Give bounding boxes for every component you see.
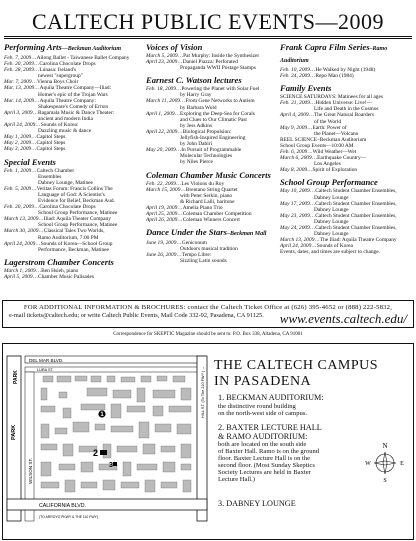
event-line: March 13, 2009…Iliad: Aquila Theater Company [4, 216, 111, 223]
section-col1-2 [4, 257, 140, 280]
event-text: Caltech Student Chamber Ensembles, [315, 200, 397, 207]
event-date: Feb. 21, 2009 [280, 100, 310, 107]
california-street [7, 499, 207, 510]
section-heading-text: Performing Arts [4, 42, 62, 52]
event-date: Feb. 5, 2009 [4, 185, 32, 192]
event-text: Propaganda WWII Postage Stamps [180, 65, 256, 72]
event-text: Vienna Boys Choir [36, 79, 79, 86]
event-text: & Richard Lalli, baritone [180, 198, 235, 205]
event-date: March 13, 2009 [280, 237, 315, 244]
event-text: Homer's epic of the Trojan Wars [38, 91, 108, 98]
event-text: and Clues to Our Climatic Past [180, 116, 247, 123]
event-date: May 24, 2009 [280, 224, 310, 231]
event-date: March 11, 2009 [146, 98, 180, 105]
event-text: Ailong Ballet - Taiwanese Ballet Company [36, 55, 130, 61]
event-text: Sounds of Korea [316, 243, 353, 250]
event-date: March 13, 2009 [4, 216, 39, 223]
event-text: Geniconum [181, 240, 207, 247]
event-text: Capitol Steps [36, 134, 66, 141]
event-text: by Jess Adkins [180, 122, 213, 129]
wilson-label: WILSON ST. [28, 457, 33, 484]
section-col2-2 [146, 170, 278, 224]
event-line: Feb. 20, 2009…Carolina Chocolate Drops [4, 61, 96, 68]
event-date: Feb. 22, 2009 [146, 180, 176, 187]
event-text: Earth: Power of [312, 124, 347, 131]
location-2-desc-3: floor. Baxter Lecture Hall is on the [218, 455, 311, 462]
event-line: March 5, 2009…Pat Murphy: Inside the Synthesizer [146, 53, 260, 59]
info-box [2, 300, 414, 328]
event-date: April 5, 2009 [4, 273, 33, 280]
event-text: Powering the Planet with Solar Fuel [181, 86, 260, 93]
event-text: Outdoors musical tradition [180, 246, 238, 253]
event-text: newest "supergroup" [38, 73, 83, 80]
event-text: with Peter Serkin, piano [180, 192, 233, 199]
section-col2-3 [146, 227, 278, 264]
event-line [280, 249, 414, 255]
event-date: May 23, 2009 [280, 212, 310, 219]
event-date: May 2, 2009 [4, 140, 32, 147]
event-date: April 19, 2009 [146, 204, 178, 211]
event-text: Caltech Student Chamber Ensembles, [315, 212, 397, 219]
event-date: March 15, 2009 [146, 186, 181, 193]
section-heading-text: Voices of Vision [146, 42, 203, 52]
event-line: May 2, 2009…Capitol Steps [4, 140, 66, 147]
park-label-top: PARK [13, 370, 19, 384]
event-line: Feb. 18, 2009…Powering the Planet with Solar Fuel [146, 86, 260, 93]
event-text: Aquila Theatre Company—Iliad: [39, 85, 112, 92]
info-line-2: e-mail tickets@caltech.edu; or write Caltech Public Events, Mail Code 332-92, Pasadena, CA 91125. [9, 312, 264, 319]
section-heading-sub: –Ramo Auditorium [280, 46, 388, 64]
campus-title [214, 358, 414, 390]
event-text: Capitol Steps [36, 146, 66, 153]
baxter-hall-marker [100, 450, 107, 455]
event-date: May 10, 2009 [280, 188, 310, 195]
event-text: Ben Hsieh, piano [41, 267, 79, 274]
event-text: Spirit of Exploration [312, 167, 358, 174]
event-text: Coleman Chamber Competition [182, 210, 252, 217]
event-text: Dabney Lounge [314, 194, 349, 201]
marker-1-label: 1 [100, 412, 104, 419]
section-heading [146, 75, 278, 85]
location-2-desc-2: of Baxter Hall. Ramo is on the ground [218, 448, 320, 455]
event-date: Mar. 7, 2009 [4, 79, 32, 86]
hill-label: HILL ST. (To The 210 FWY.) → [201, 366, 205, 418]
campus-map [3, 344, 211, 539]
event-line: Feb. 22, 2009…Les Violons du Roy [146, 180, 225, 187]
event-line: May 17, 2009…Caltech Student Chamber Ensembles, [280, 200, 397, 207]
event-date: Feb. 20, 2009 [4, 204, 34, 211]
del-mar-label: DEL MAR BLVD. [29, 357, 64, 363]
event-line [146, 159, 278, 165]
event-line: Feb. 20, 2009…Carolina Chocolate Drops [4, 204, 96, 211]
section-heading [4, 42, 140, 54]
event-text: Sizzling Latin sounds [180, 258, 227, 265]
event-line: April 1, 2009…Exploring the Deep-Sea for Corals [146, 110, 255, 117]
section-heading [146, 42, 278, 52]
event-text: He Walked by Night (1948) [315, 67, 376, 73]
event-text: Hidden Universe: Live!— [315, 100, 372, 107]
event-line: May 8, 2009…Spirit of Exploration [280, 167, 358, 174]
event-text: Events, dates, and times are subject to change. [280, 249, 380, 256]
event-text: by Niles Pierce [180, 159, 213, 166]
event-line: April 3, 2009…Ragamala Music & Dance Theater: [4, 109, 115, 116]
compass-s: S [383, 478, 387, 483]
event-text: the Planet—Volcano [314, 130, 359, 137]
section-col2-1 [146, 75, 278, 165]
compass-n: N [382, 442, 388, 450]
event-line: April 5, 2009…Chamber Music Palisades [4, 273, 94, 280]
event-line: April 24, 2009…Sounds of Korea [280, 243, 353, 250]
event-text: Daniel Piazza: Perforated [182, 59, 238, 66]
compass-icon [365, 439, 405, 483]
event-date: April 25, 2009 [146, 210, 178, 217]
event-date: Mar. 13, 2009 [4, 85, 35, 92]
event-line: April 24, 2009…Sounds of Korea—School Group [4, 240, 113, 247]
event-line: April 19, 2009…Amelia Piano Trio [146, 204, 223, 211]
event-text: Carolina Chocolate Drops [39, 61, 96, 68]
event-text: Performance, Beckman, Matinee [38, 246, 109, 253]
event-date: April 26, 2009 [146, 217, 178, 224]
section-heading-text: Dance Under the Stars [146, 227, 227, 238]
event-line: March 15, 2009…Brentano String Quartet [146, 186, 238, 193]
event-text: by Barbara Wold [180, 104, 217, 111]
event-line: Feb. 21, 2009…Hidden Universe: Live!— [280, 100, 372, 107]
location-3 [218, 500, 368, 509]
location-2 [218, 424, 368, 483]
event-date: May 9, 2009 [280, 124, 308, 131]
section-heading-text: Coleman Chamber Music Concerts [146, 169, 271, 180]
section-col1-0 [4, 42, 140, 153]
event-text: by Harry Gray [180, 92, 212, 99]
event-text: School Group Events—10:00 AM [280, 142, 354, 149]
section-col2-0 [146, 42, 278, 71]
compass-e: E [400, 461, 404, 467]
event-text: Shakespeare's Comedy of Errors [38, 103, 109, 110]
event-date: April 3, 2009 [4, 109, 33, 116]
event-text: Dabney Lounge, Matinee [38, 179, 93, 186]
lura-label: LURA ST. [37, 368, 54, 372]
event-date: Mar. 14, 2009 [4, 97, 35, 104]
event-line: Mar. 7, 2009…Vienna Boys Choir [4, 79, 79, 86]
event-text: Ramo Auditorium, 7:00 PM [38, 234, 99, 241]
event-text: Earthquake Country— [317, 155, 367, 162]
event-date: May 20, 2009 [146, 147, 176, 154]
event-line: April 25, 2009…Coleman Chamber Competition [146, 210, 252, 217]
marker-3-label: 3 [109, 462, 113, 469]
event-date: June 19, 2009 [146, 240, 177, 247]
events-column-1 [4, 42, 140, 280]
event-text: School Group Performance, Matinee [38, 210, 118, 217]
event-line: May 23, 2009…Caltech Student Chamber Ensembles, [280, 212, 397, 219]
dabney-lounge-marker [113, 462, 117, 466]
event-line [4, 247, 140, 253]
events-url[interactable]: www.events.caltech.edu/ [279, 311, 407, 326]
event-date: June 26, 2009 [146, 252, 177, 259]
section-heading [280, 42, 414, 66]
event-date: March 1, 2009 [4, 267, 36, 274]
event-line [146, 65, 278, 71]
event-date: May 8, 2009 [280, 167, 308, 174]
event-line: Feb. 1, 2009…Caltech Chamber [4, 167, 75, 174]
section-heading-text: Frank Capra Film Series [280, 42, 370, 52]
event-line: May 9, 2009…Earth: Power of [280, 124, 347, 131]
event-line: Mar. 13, 2009…Aquila Theatre Company—Iliad: [4, 85, 112, 92]
event-date: Feb. 7, 2009 [4, 55, 32, 61]
event-text: of the World [314, 118, 342, 125]
event-line: Mar. 14, 2009…Aquila Theatre Company: [4, 97, 96, 104]
event-text: Tempo Libre: [181, 252, 212, 259]
event-date: Feb. 20, 2009 [4, 61, 34, 68]
event-text: Carolina Chocolate Drops [39, 204, 96, 211]
event-text: Les Violons du Roy [181, 180, 225, 187]
event-text: Amelia Piano Trio [182, 204, 223, 211]
event-text: Jellyfish-Inspired Engineering [180, 135, 246, 142]
event-line: March 6, 2009…Earthquake Country— [280, 155, 367, 162]
marker-2-label: 2 [93, 448, 99, 458]
event-date: Feb. 1, 2009 [4, 167, 32, 174]
info-line-1: FOR ADDITIONAL INFORMATION & BROCHURES: contact the Caltech Ticket Office at (626) 395-4652 or (888) 222-5832, [23, 304, 393, 311]
event-text: Classical Tales Two Worlds, [43, 228, 105, 235]
event-date: Feb. 18, 2009 [146, 86, 176, 93]
event-date: April 22, 2009 [146, 128, 178, 135]
event-date: March 30, 2009 [4, 228, 39, 235]
event-date: Feb. 10, 2009 [280, 67, 310, 73]
event-date: May 17, 2009 [280, 200, 310, 207]
event-text: Capitol Steps [36, 140, 66, 147]
location-2-desc-6: Lecture Hall.) [218, 476, 255, 483]
section-heading [4, 157, 140, 167]
event-line: March 1, 2009…Ben Hsieh, piano [4, 267, 79, 274]
event-text: Ragamala Music & Dance Theater: [38, 109, 115, 116]
event-text: REEL SCIENCE–Beckman Auditorium [280, 136, 367, 143]
section-heading [146, 227, 278, 239]
event-text: Caltech Chamber [36, 167, 75, 174]
event-text: Biological Propulsion: [182, 128, 232, 135]
event-text: Dabney Lounge [314, 206, 349, 213]
event-date: May 3, 2009 [4, 146, 32, 153]
event-text: SCIENCE SATURDAYS: Matinees for all ages [280, 94, 383, 101]
event-text: ancient and modern India [38, 115, 93, 122]
event-date: Feb. 6, 2009 [280, 149, 308, 156]
event-line: May 3, 2009…Capitol Steps [4, 146, 66, 153]
event-text: Language of God: A Scientist's [38, 191, 105, 198]
campus-buildings [41, 376, 191, 492]
event-line: April 26, 2009…Coleman Winners Concert [146, 217, 240, 224]
campus-title-line-1: THE CALTECH CAMPUS [214, 358, 379, 373]
section-heading [146, 170, 278, 180]
event-line: April 22, 2009…Biological Propulsion: [146, 128, 232, 135]
event-text: Caltech Student Chamber Ensembles, [315, 188, 397, 195]
event-text: Life and Death in the Cosmos [314, 106, 379, 113]
section-heading [280, 177, 414, 187]
event-text: Brentano String Quartet [185, 186, 238, 193]
event-text: Veritas Forum: Francis Collins The [36, 185, 113, 192]
event-line: June 26, 2009…Tempo Libre: [146, 252, 212, 259]
event-line: Feb. 6, 2009…Wild Weather—Wet [280, 149, 357, 156]
section-col1-1 [4, 157, 140, 253]
title-rule-top [4, 36, 412, 37]
event-text: Wild Weather—Wet [312, 149, 357, 156]
california-label: CALIFORNIA BLVD. [39, 503, 86, 509]
location-2-desc-5: Society Lectures are held in Baxter [218, 469, 311, 476]
correspondence-note: Correspondence for SKEPTIC Magazine should be sent to: P.O. Box 338, Altadena, CA 91001 [113, 332, 303, 337]
event-text: Chamber Music Palisades [38, 273, 94, 280]
event-line: March 11, 2009…From Gene Networks to Autism [146, 98, 255, 105]
section-heading-text: Family Events [280, 83, 332, 94]
event-line: Feb. 24, 2009…Repo Man (1984) [280, 73, 354, 80]
event-text: Caltech Student Chamber Ensembles, [315, 224, 397, 231]
event-line: March 13, 2009…The Iliad: Aquila Theatre Company [280, 237, 397, 244]
section-heading-text: Earnest C. Watson lectures [146, 75, 242, 86]
event-text: Exploring the Deep-Sea for Corals [180, 110, 255, 117]
location-1 [218, 394, 368, 417]
event-text: Los Angeles [314, 161, 341, 168]
event-text: Ensembles [38, 173, 62, 180]
event-text: Evidence for Belief, Beckman Aud. [38, 197, 115, 204]
event-line: Feb. 5, 2009…Veritas Forum: Francis Collins The [4, 185, 113, 192]
section-heading-text: School Group Performance [280, 177, 378, 188]
event-line: April 24, 2009…Sounds of Korea: [4, 122, 79, 129]
event-line: Feb. 10, 2009…He Walked by Night (1948) [280, 67, 376, 73]
section-col3-2 [280, 177, 414, 255]
event-date: April 24, 2009 [4, 240, 36, 247]
section-col3-1 [280, 83, 414, 173]
event-text: The Great Natural Boarders [314, 112, 375, 119]
event-text: Lúnasa: Ireland's [39, 67, 77, 74]
event-line: May 24, 2009…Caltech Student Chamber Ensembles, [280, 224, 397, 231]
event-text: In Pursuit of Programmable [181, 147, 242, 154]
event-line: Feb. 28, 2009…Lúnasa: Ireland's [4, 67, 77, 74]
event-text: Sounds of Korea: [40, 122, 79, 129]
event-date: Feb. 28, 2009 [4, 67, 34, 74]
section-heading [280, 83, 414, 93]
event-text: The Iliad: Aquila Theatre Company [319, 237, 397, 244]
page-title: CALTECH PUBLIC EVENTS—2009 [32, 9, 384, 34]
location-1-title: 1. BECKMAN AUDITORIUM: [218, 393, 324, 402]
event-line: Feb. 7, 2009…Ailong Ballet - Taiwanese Ballet Company [4, 55, 130, 61]
event-date: April 4, 2009 [280, 112, 309, 119]
event-line: March 30, 2009…Classical Tales Two Worlds, [4, 228, 105, 235]
event-line: June 19, 2009…Geniconum [146, 240, 207, 247]
section-heading-text: Special Events [4, 156, 56, 167]
event-text: Dabney Lounge [314, 218, 349, 225]
event-line: April 4, 2009…The Great Natural Boarders [280, 112, 375, 119]
event-text: Iliad: Aquila Theater Company [43, 216, 111, 223]
event-text: Molecular Technologies [180, 153, 233, 160]
location-2-title-2: & RAMO AUDITORIUM: [218, 431, 308, 441]
location-3-title: 3. DABNEY LOUNGE [218, 499, 296, 508]
event-text: Dazzling music & dance [38, 128, 92, 135]
location-1-desc-2: on the north-west side of campus. [218, 409, 307, 417]
location-1-desc-1: the distinctive round building [218, 402, 296, 410]
event-text: Coleman Winners Concert [182, 217, 240, 224]
event-date: April 24, 2009 [4, 122, 36, 129]
event-line: May 1, 2009…Capitol Steps [4, 134, 66, 141]
location-2-desc-1: both are located on the south side [218, 441, 307, 448]
section-heading-text: Lagerstrom Chamber Concerts [4, 256, 114, 267]
campus-title-line-2: IN PASADENA [214, 374, 312, 389]
event-text: by John Dabiri [180, 141, 213, 148]
event-text: Repo Man (1984) [315, 73, 354, 80]
events-column-3 [280, 42, 414, 255]
section-heading-sub: —Beckman Auditorium [61, 46, 121, 52]
event-text: Aquila Theatre Company: [39, 97, 96, 104]
section-col3-0 [280, 42, 414, 79]
event-line [146, 258, 278, 264]
location-2-title-1: 2. BAXTER LECTURE HALL [218, 423, 322, 432]
event-date: April 1, 2009 [146, 110, 175, 117]
park-label: PARK [11, 424, 17, 440]
event-text: Sounds of Korea—School Group [40, 240, 113, 247]
event-line: May 10, 2009…Caltech Student Chamber Ensembles, [280, 188, 397, 195]
event-date: April 24, 2009 [280, 243, 312, 250]
event-text: Dabney Lounge [314, 231, 349, 238]
event-date: March 6, 2009 [280, 155, 312, 162]
event-line: April 23, 2009…Daniel Piazza: Perforated [146, 59, 238, 66]
location-2-desc-4: second floor. (Most Sunday Skeptics [218, 462, 315, 469]
section-heading-sub: –Beckman Mall [226, 231, 267, 238]
california-sub-label: (TO ARROYO PKWY & THE 110 FWY) [39, 515, 98, 519]
event-date: May 1, 2009 [4, 134, 32, 141]
event-text: School Group Performance, Matinee [38, 222, 118, 229]
title-rule-bottom [4, 38, 412, 39]
event-text: Pat Murphy: Inside the Synthesizer [183, 53, 260, 59]
event-date: Feb. 24, 2009 [280, 73, 310, 80]
event-text: From Gene Networks to Autism [185, 98, 255, 105]
section-heading [4, 257, 140, 267]
event-date: April 23, 2009 [146, 59, 178, 66]
compass-w: W [365, 461, 371, 467]
events-column-2 [146, 42, 278, 265]
event-date: March 5, 2009 [146, 53, 178, 59]
event-line: May 20, 2009…In Pursuit of Programmable [146, 147, 242, 154]
